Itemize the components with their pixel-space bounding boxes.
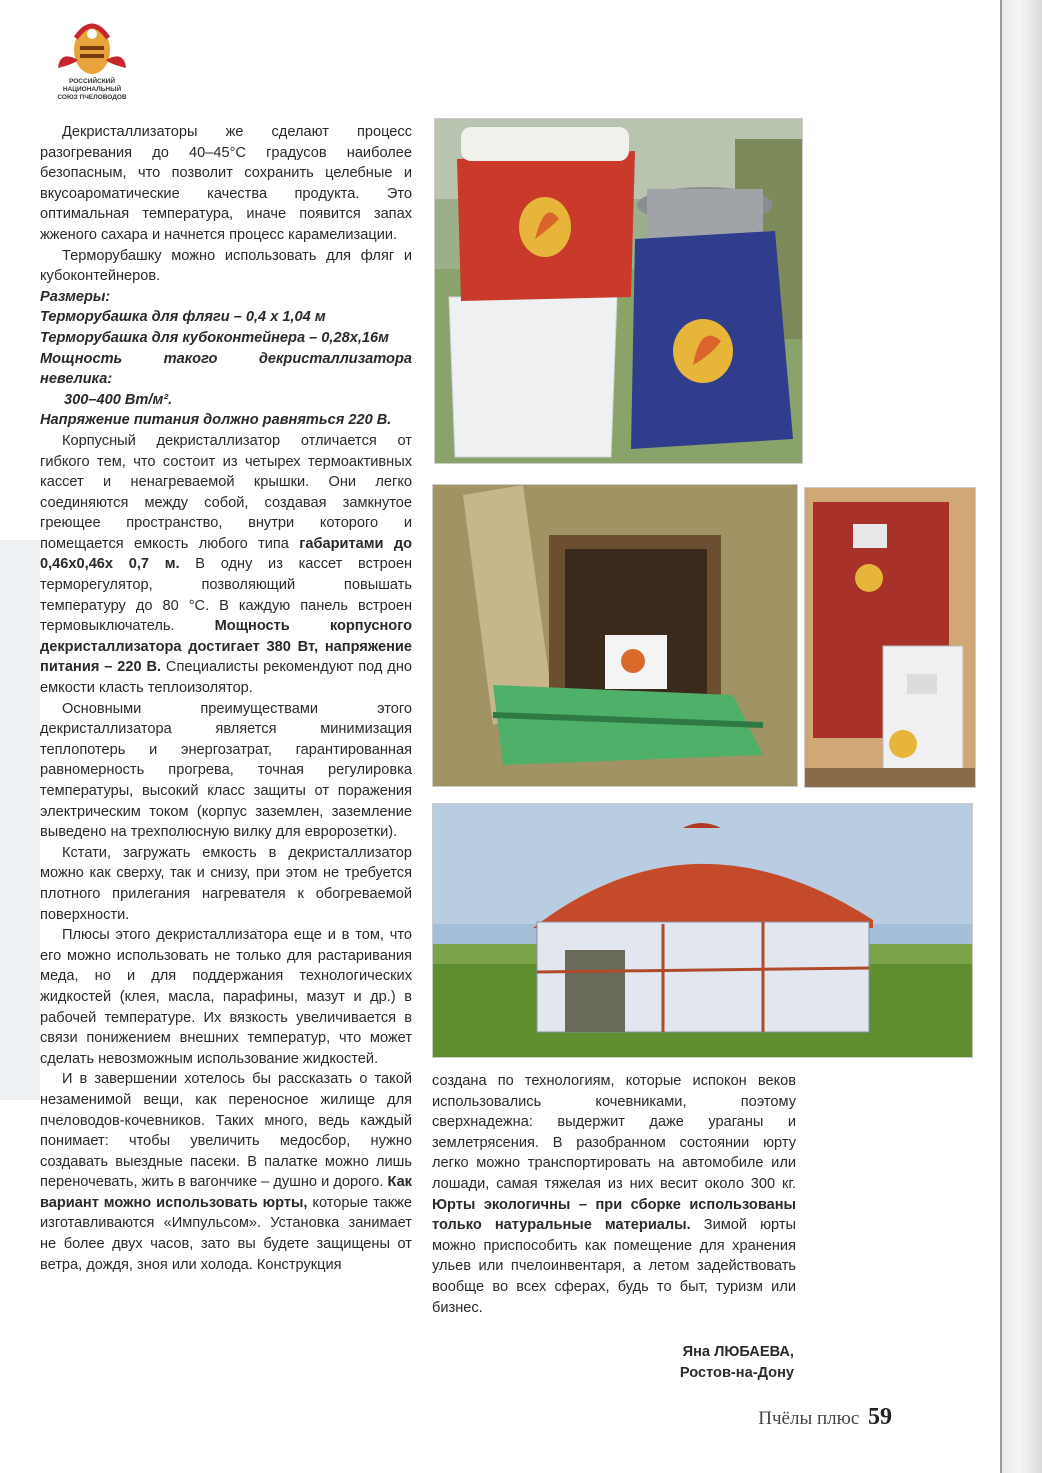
union-logo [44, 20, 140, 110]
article-column-right [432, 1071, 796, 1318]
photo-cabinet-units [804, 487, 976, 788]
page-footer [758, 1404, 892, 1431]
paragraph: Декристаллизаторы же сделают процесс разогревания до 40–45°С градусов наиболее безопасным, что позволит сохранить целебные и вкусоароматические качества продукта. Это оптимальная температура, иначе появится запах жженого сахара и начнется процесс карамелизации. [40, 124, 412, 243]
paragraph: И в завершении хотелось бы рассказать о такой незаменимой вещи, как переносное жилище для пчеловодов-кочевников. Таких много, ведь каждый понимает: чтобы увеличить медосбор, нужно создавать выездные пасеки. В палатке можно лишь переночевать, жить в вагончике – душно и дорого. Как вариант можно использовать юрты, которые также изготавливаются «Импульсом». Установка занимает не более двух часов, зато вы будете защищены от ветра, дождя, зноя или холода. Конструкция [40, 1071, 412, 1273]
bleed-through-area [0, 540, 40, 1100]
bee-emblem-icon [56, 20, 128, 78]
photo-yurt [432, 803, 973, 1058]
paragraph: Основными преимуществами этого декристаллизатора является минимизация теплопотерь и энергозатрат, гарантированная равномерность прогрева, точная регулировка температуры, высокий класс защиты от поражения электрическим током (корпус заземлен, заземление выведено на трехполюсную вилку для евророзетки). [40, 700, 412, 841]
author-name: Яна ЛЮБАЕВА, [682, 1344, 794, 1360]
author-signature [680, 1342, 794, 1384]
photo-heating-jackets [434, 118, 803, 464]
magazine-name: Пчёлы плюс [758, 1408, 860, 1429]
paragraph: Терморубашку можно использовать для фляг и кубоконтейнеров. [40, 247, 412, 285]
spec-line: Напряжение питания должно равняться 220 В. [40, 412, 392, 429]
paragraph: Плюсы этого декристаллизатора еще и в том, что его можно использовать не только для растаривания меда, но и для поддержания технологических жидкостей (клея, масла, парафины, мазут и др.) в рабочей температуре. Их вязкость увеличивается в связи понижением внешних температур, что может сделать невозможным использование жидкостей. [40, 927, 412, 1067]
article-column-left [40, 122, 412, 1275]
spec-line: Мощность такого декристаллизатора невелика: [40, 350, 412, 388]
paragraph: Кстати, загружать емкость в декристаллизатор можно как сверху, так и снизу, при этом не требуется плотного прилегания нагревателя к обогреваемой поверхности. [40, 844, 412, 923]
spec-line: Терморубашка для кубоконтейнера – 0,28х,16м [40, 329, 389, 346]
paragraph: создана по технологиям, которые испокон веков использовались кочевниками, поэтому сверхнадежна: выдержит даже ураганы и землетрясения. В разобранном состоянии юрту легко можно транспортировать на автомобиле или лошади, самая тяжелая из них весит около 300 кг. Юрты экологичны – при сборке использованы только натуральные материалы. Зимой юрты можно приспособить как помещение для хранения ульев или пчелоинвентаря, а летом задействовать вообще во всех сферах, будь то быт, туризм или бизнес. [432, 1073, 796, 1316]
logo-caption: РОССИЙСКИЙ НАЦИОНАЛЬНЫЙ СОЮЗ ПЧЕЛОВОДОВ [57, 78, 127, 101]
page-number: 59 [868, 1404, 892, 1430]
author-city: Ростов-на-Дону [679, 1365, 794, 1381]
spec-line: Терморубашка для фляги – 0,4 х 1,04 м [40, 309, 326, 326]
spec-line: 300–400 Вт/м². [64, 391, 173, 408]
spec-title: Размеры: [40, 288, 111, 305]
paragraph: Корпусный декристаллизатор отличается от гибкого тем, что состоит из четырех термоактивных кассет и ненагреваемой крышки. Они легко соединяются между собой, создавая замкнутое греющее пространство, внутри которого и помещается емкость любого типа габаритами до 0,46х0,46х 0,7 м. В одну из кассет встроен терморегулятор, позволяющий повышать температуру до 80 °С. В каждую панель встроен термовыключатель. Мощность корпусного декристаллизатора достигает 380 Вт, напряжение питания – 220 В. Специалисты рекомендуют под дно емкости класть теплоизолятор. [40, 432, 412, 697]
page-edge [1000, 0, 1042, 1473]
photo-box-decrystallizer [432, 484, 798, 787]
